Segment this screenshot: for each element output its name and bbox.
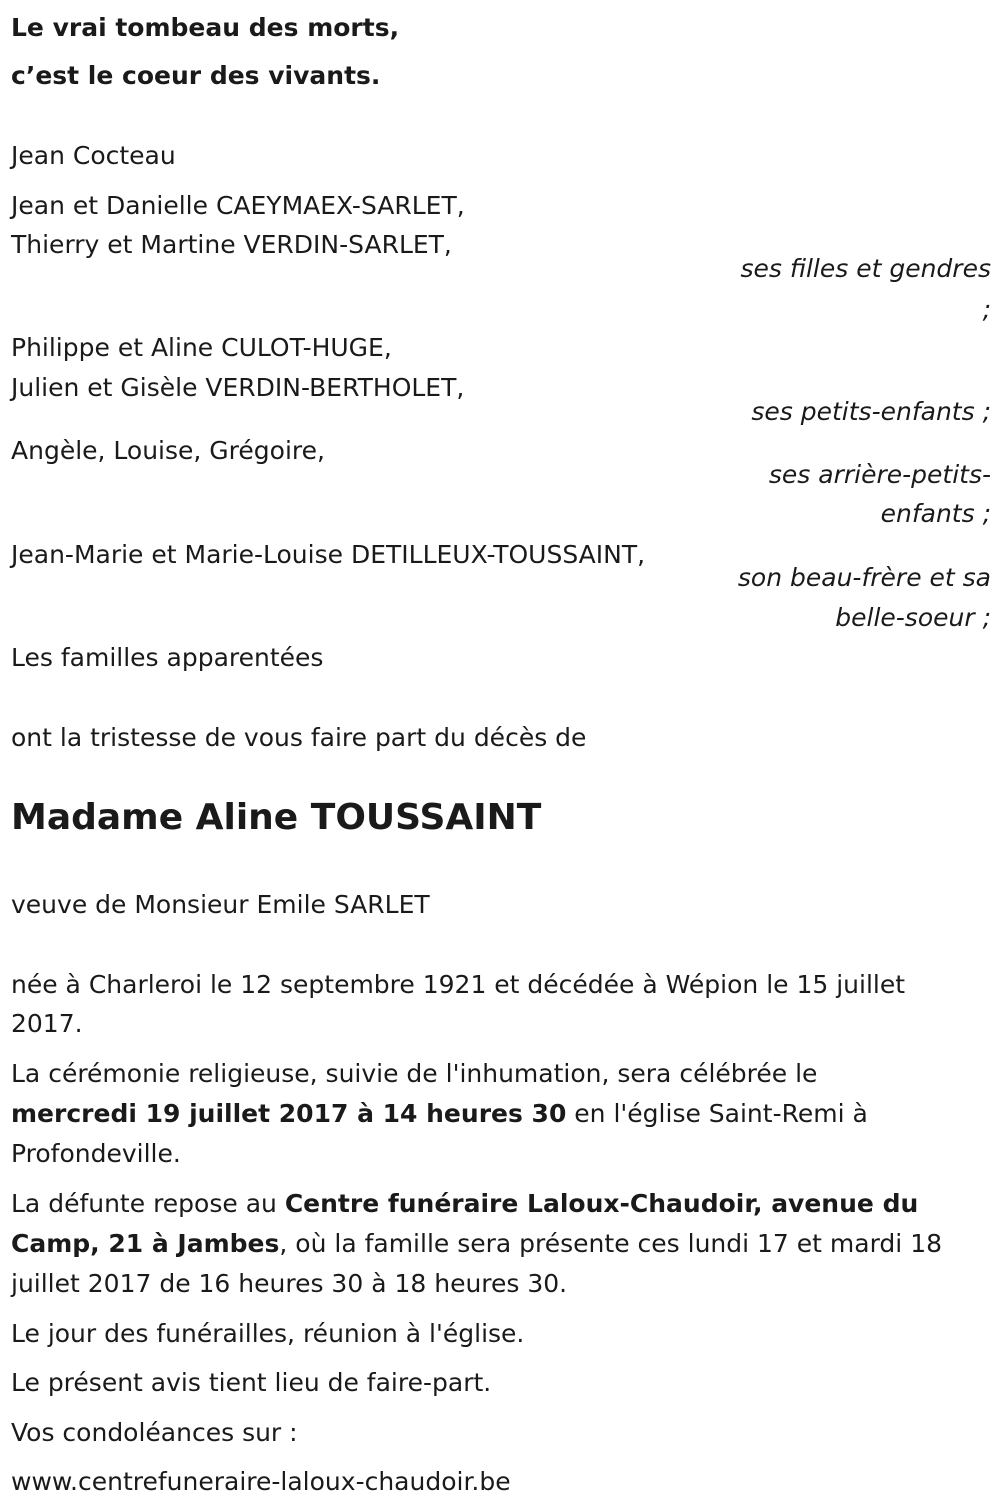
quote-line-1: Le vrai tombeau des morts, — [11, 13, 400, 42]
rest-place-1: Centre funéraire Laloux-Chaudoir, avenue du — [284, 1189, 919, 1218]
family-grandchild-2: Julien et Gisèle VERDIN-BERTHOLET, — [11, 373, 465, 402]
ceremony-date: mercredi 19 juillet 2017 à 14 heures 30 — [11, 1099, 567, 1128]
widow-of: veuve de Monsieur Emile SARLET — [11, 890, 430, 919]
obituary-notice — [11, 0, 991, 1512]
family-grandchild-1: Philippe et Aline CULOT-HUGE, — [11, 333, 392, 362]
funeral-day: Le jour des funérailles, réunion à l'église. — [11, 1319, 525, 1348]
rest-intro: La défunte repose au — [11, 1189, 285, 1218]
family-daughter-2: Thierry et Martine VERDIN-SARLET, — [11, 230, 452, 259]
ceremony-line-1: La cérémonie religieuse, suivie de l'inhumation, sera célébrée le — [11, 1059, 818, 1088]
announcement: ont la tristesse de vous faire part du décès de — [11, 723, 587, 752]
role-daughters: ses filles et gendres — [740, 254, 991, 283]
birth-death-line-1: née à Charleroi le 12 septembre 1921 et décédée à Wépion le 15 juillet — [11, 970, 906, 999]
quote-line-2: c’est le coeur des vivants. — [11, 61, 381, 90]
role-in-laws-2: belle-soeur ; — [835, 603, 991, 632]
rest-place-2: Camp, 21 à Jambes — [11, 1229, 280, 1258]
condolences-url[interactable]: www.centrefuneraire-laloux-chaudoir.be — [11, 1467, 511, 1496]
family-others: Les familles apparentées — [11, 643, 324, 672]
rest-line-3: juillet 2017 de 16 heures 30 à 18 heures 30. — [11, 1269, 568, 1298]
condolences-label: Vos condoléances sur : — [11, 1418, 298, 1447]
rest-line-1 — [11, 1184, 918, 1223]
role-in-laws-1: son beau-frère et sa — [737, 563, 991, 592]
notice: Le présent avis tient lieu de faire-part. — [11, 1368, 492, 1397]
role-great-grandchildren-1: ses arrière-petits- — [768, 460, 991, 489]
family-in-laws: Jean-Marie et Marie-Louise DETILLEUX-TOUSSAINT, — [11, 540, 646, 569]
rest-visiting: , où la famille sera présente ces lundi 17 et mardi 18 — [279, 1229, 943, 1258]
role-grandchildren: ses petits-enfants ; — [751, 397, 991, 426]
birth-death-line-2: 2017. — [11, 1009, 83, 1038]
quote-author: Jean Cocteau — [11, 141, 176, 170]
deceased-name: Madame Aline TOUSSAINT — [11, 797, 542, 838]
ceremony-line-2 — [11, 1094, 868, 1133]
role-great-grandchildren-2: enfants ; — [880, 499, 991, 528]
ceremony-line-3: Profondeville. — [11, 1139, 181, 1168]
family-daughter-1: Jean et Danielle CAEYMAEX-SARLET, — [11, 191, 465, 220]
role-daughters-semicolon: ; — [982, 295, 991, 324]
family-great-grandchildren: Angèle, Louise, Grégoire, — [11, 436, 325, 465]
rest-line-2 — [11, 1224, 942, 1263]
ceremony-place: en l'église Saint-Remi à — [566, 1099, 868, 1128]
